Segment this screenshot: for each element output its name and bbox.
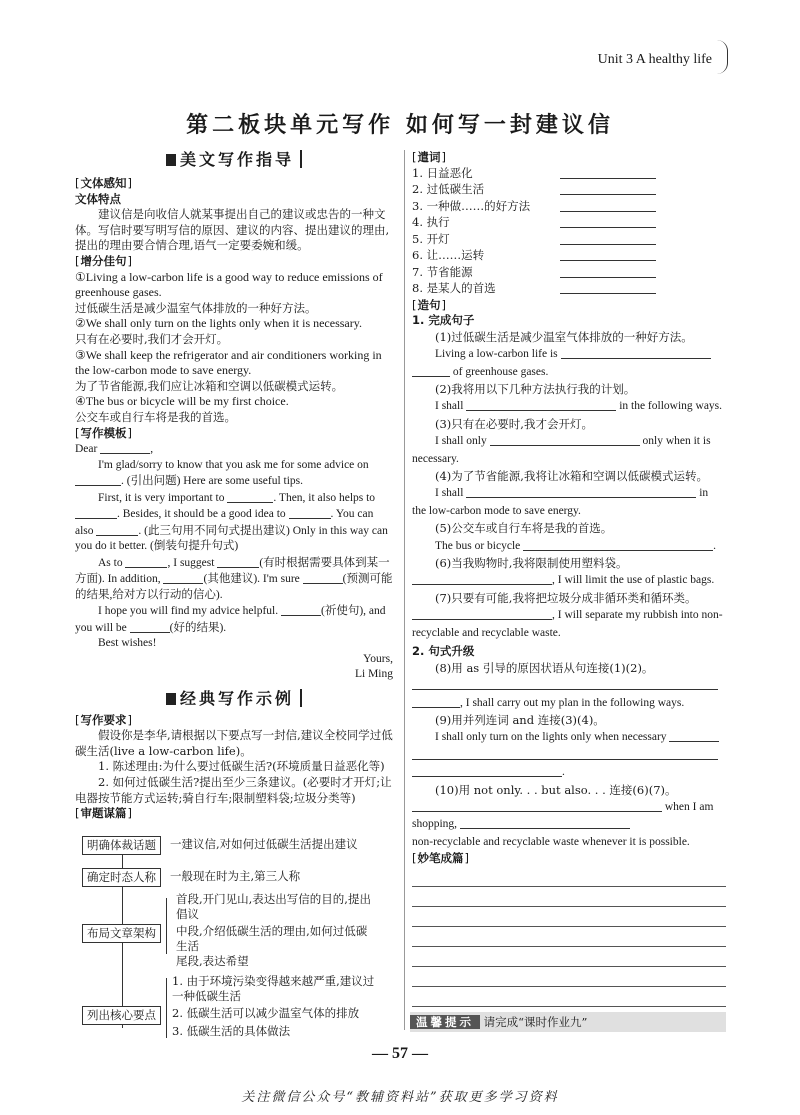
footer-note: 关注微信公众号“教辅资料站”获取更多学习资料 — [241, 1090, 559, 1105]
left-column — [75, 148, 393, 822]
plan-point-1: 1. 由于环境污染变得越来越严重,建议过一种低碳生活 — [172, 974, 375, 1003]
blank[interactable] — [412, 607, 552, 620]
plan-box-tense: 确定时态人称 — [82, 868, 161, 887]
word-item: 5. 开灯 — [412, 232, 726, 249]
header-bracket — [717, 40, 728, 74]
genre-text: 建议信是向收信人就某事提出自己的建议或忠告的一种文体。写信时要写明写信的原因、建议的内容、提出建议的理由,提出的理由要合情合理,语气一定要委婉和缓。 — [75, 207, 390, 253]
word-list — [412, 166, 726, 298]
blank[interactable] — [490, 433, 640, 446]
page-title: 第二板块单元写作 如何写一封建议信 — [186, 113, 614, 138]
sentence-cn: 过低碳生活是减少温室气体排放的一种好方法。 — [75, 300, 317, 315]
blank[interactable] — [460, 816, 630, 829]
blank[interactable] — [75, 473, 121, 486]
tip-key: 温馨提示 — [410, 1015, 480, 1029]
blank[interactable] — [100, 441, 150, 454]
blank[interactable] — [75, 506, 117, 519]
word-item: 2. 过低碳生活 — [412, 182, 726, 199]
blank[interactable] — [560, 166, 656, 179]
blank[interactable] — [560, 265, 656, 278]
writing-tag: [ 妙笔成篇 ] — [412, 851, 469, 867]
blank[interactable] — [303, 571, 343, 584]
word-item: 3. 一种做……的好方法 — [412, 199, 726, 216]
blank[interactable] — [412, 677, 718, 690]
blank[interactable] — [289, 506, 331, 519]
plan-point-3: 3. 低碳生活的具体做法 — [172, 1024, 291, 1038]
blank[interactable] — [281, 603, 321, 616]
sentence-list — [75, 270, 393, 426]
plan-diagram — [78, 834, 398, 1044]
genre-tag: [ 文体感知 ] — [75, 176, 132, 192]
sentence-build-tag: [ 造句 ] — [412, 298, 446, 314]
blank[interactable] — [412, 747, 718, 760]
blank[interactable] — [412, 695, 460, 708]
word-item: 4. 执行 — [412, 215, 726, 232]
requirement-1: 1. 陈述理由:为什么要过低碳生活?(环境质量日益恶化等) — [98, 759, 385, 774]
blank[interactable] — [412, 764, 562, 777]
sentence-en: ④The bus or bicycle will be my first choice. — [75, 394, 289, 409]
blank[interactable] — [466, 398, 616, 411]
blank[interactable] — [560, 199, 656, 212]
template-tag: [ 写作模板 ] — [75, 426, 132, 442]
blank[interactable] — [412, 364, 450, 377]
guide-section-title: 美文写作指导 — [75, 150, 393, 168]
unit-header: Unit 3 A healthy life — [597, 52, 712, 67]
word-item: 6. 让……运转 — [412, 248, 726, 265]
blank[interactable] — [125, 555, 167, 568]
sentence-cn: 为了节省能源,我们应让冰箱和空调以低碳模式运转。 — [75, 378, 344, 393]
sentences-tag: [ 增分佳句 ] — [75, 254, 132, 270]
blank[interactable] — [560, 182, 656, 195]
blank[interactable] — [163, 571, 203, 584]
requirement-2: 2. 如何过低碳生活?提出至少三条建议。(必要时才开灯;让电器按节能方式运转;骑自行车;限制塑料袋;垃圾分类等) — [75, 774, 392, 805]
plan-structure-first: 首段,开门见山,表达出写信的目的,提出倡议 — [176, 892, 371, 921]
word-item: 8. 是某人的首选 — [412, 281, 726, 298]
plan-tag: [ 审题谋篇 ] — [75, 806, 132, 822]
blank[interactable] — [217, 555, 259, 568]
plan-point-2: 2. 低碳生活可以减少温室气体的排放 — [172, 1006, 360, 1020]
word-item: 1. 日益恶化 — [412, 166, 726, 183]
plan-box-structure: 布局文章架构 — [82, 924, 161, 943]
plan-structure-middle: 中段,介绍低碳生活的理由,如何过低碳生活 — [176, 924, 368, 953]
blank[interactable] — [669, 729, 719, 742]
blank[interactable] — [523, 538, 713, 551]
plan-structure-last: 尾段,表达希望 — [176, 954, 249, 968]
letter-template: Dear , I'm glad/sorry to know that you ask me for some advice on . (引出问题) Here are some useful tips. First, it is very important to . Then, it also helps to . Besides, it should be a good idea to . You can also . (此三句用不同句式提出建议) Only in this way can you do it better. (倒装句提升句式) As to , I suggest (有时根据需要具体到某一方面). In addition, (其他建议). I'm sure (预测可能的结果,给对方以行动的信心). I hope you will find my advice helpful. (祈使句), and you will be (好的结果). Best wishes! Yours, Li Ming — [75, 443, 393, 681]
blank[interactable] — [412, 799, 662, 812]
sentence-cn: 公交车或自行车将是我的首选。 — [75, 409, 236, 424]
sentence-en: ②We shall only turn on the lights only when it is necessary. — [75, 316, 362, 331]
blank[interactable] — [412, 572, 552, 585]
writing-area[interactable] — [412, 867, 726, 1027]
part1-title: 1. 完成句子 — [412, 313, 475, 328]
requirement-tag: [ 写作要求 ] — [75, 713, 132, 729]
tip-text: 请完成“课时作业九” — [483, 1015, 588, 1029]
example-section-title: 经典写作示例 — [75, 689, 393, 707]
plan-genre-text: 一建议信,对如何过低碳生活提出建议 — [170, 837, 358, 851]
sentence-cn: 只有在必要时,我们才会开灯。 — [75, 331, 229, 346]
sentence-en: ①Living a low-carbon life is a good way to reduce emissions of greenhouse gases. — [75, 269, 383, 300]
blank[interactable] — [96, 523, 138, 536]
plan-tense-text: 一般现在时为主,第三人称 — [170, 869, 301, 883]
word-item: 7. 节省能源 — [412, 265, 726, 282]
sentence-en: ③We shall keep the refrigerator and air conditioners working in the low-carbon mode to save energy. — [75, 347, 382, 378]
blank[interactable] — [560, 248, 656, 261]
column-divider — [404, 150, 405, 1030]
blank[interactable] — [560, 232, 656, 245]
requirement-text: 假设你是李华,请根据以下要点写一封信,建议全校同学过低碳生活(live a low-carbon life)。 — [75, 728, 393, 758]
right-column — [412, 150, 726, 1027]
complete-sentences: (1)过低碳生活是减少温室气体排放的一种好方法。 Living a low-carbon life is of greenhouse gases. (2)我将用以下几种方法执行我的计划。 I shall in the following ways. (3)只有在必要时,我才会开灯。 I shall only only when it is necessary. (4)为了节省能源,我将让冰箱和空调以低碳模式运转。 I shall in the low-carbon mode to save energy. (5)公交车或自行车将是我的首选。 The bus or bicycle . (6)当我购物时,我将限制使用塑料袋。 , I will limit the use of plastic bags. (7)只要有可能,我将把垃圾分成非循环类和循环类。 , I will separate my rubbish into non-recyclable and recyclable waste. — [412, 329, 723, 639]
genre-subtitle: 文体特点 — [75, 191, 121, 206]
plan-box-points: 列出核心要点 — [82, 1006, 161, 1025]
page-number: — 57 — — [372, 1045, 428, 1062]
part2-title: 2. 句式升级 — [412, 644, 475, 659]
words-tag: [ 遣词 ] — [412, 150, 446, 166]
plan-box-genre: 明确体裁话题 — [82, 836, 161, 855]
blank[interactable] — [227, 490, 273, 503]
tip-banner — [410, 1012, 726, 1032]
blank[interactable] — [466, 485, 696, 498]
blank[interactable] — [560, 281, 656, 294]
blank[interactable] — [130, 620, 170, 633]
blank[interactable] — [560, 215, 656, 228]
blank[interactable] — [561, 346, 711, 359]
upgrade-sentences: (8)用 as 引导的原因状语从句连接(1)(2)。 , I shall carry out my plan in the following ways. (9)用并列连词 and 连接(3)(4)。 I shall only turn on the lights only when necessary . (10)用 not only. . . but also. . . 连接(6)(7)。 when I am shopping, non-recyclable and recyclable waste whenever it is possible. — [412, 660, 726, 851]
